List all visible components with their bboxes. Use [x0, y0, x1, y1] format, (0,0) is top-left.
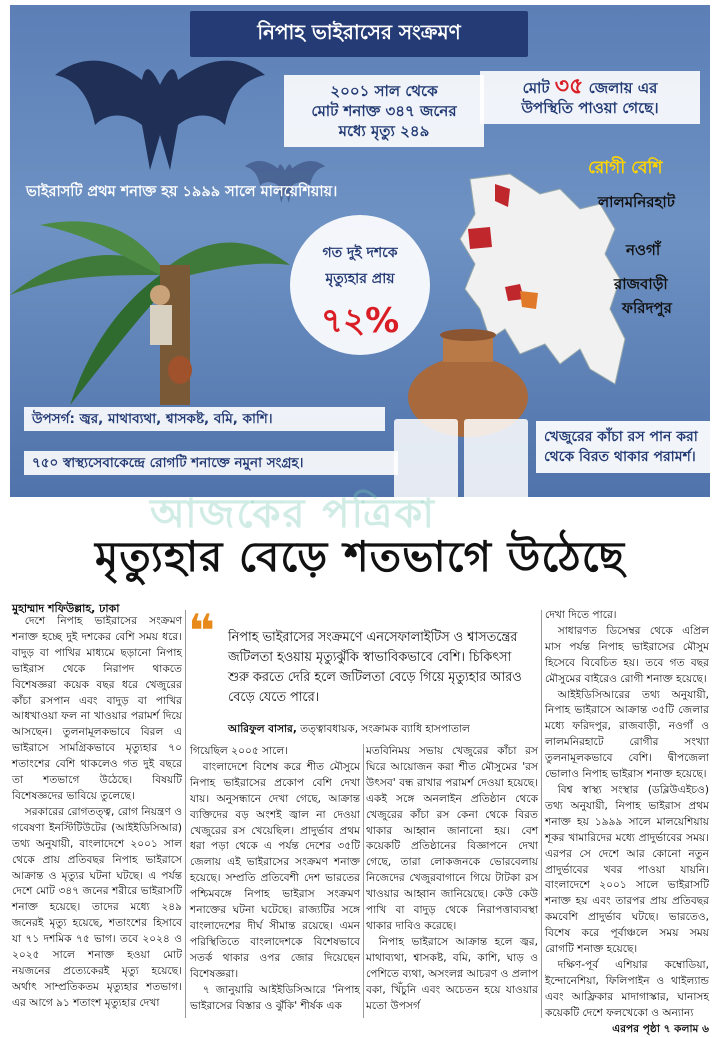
col4-paragraph: বিশ্ব স্বাস্থ্য সংস্থার (ডব্লিউএইচও) তথ্য অনুযায়ী, নিপাহ ভাইরাস প্রথম শনাক্ত হয় ১৯৯৯ সালে মালয়েশিয়ায় শূকর খামারিদের মধ্যে প্রাদুর্ভাবের সময়। এরপর সে দেশে আর কোনো নতুন প্রাদুর্ভাবের খবর পাওয়া যায়নি। বাংলাদেশে ২০০১ সালে ভাইরাসটি শনাক্ত হয় এবং তারপর প্রায় প্রতিবছর কমবেশি প্রাদুর্ভাব ঘটছে। ভারতেও, বিশেষ করে পূর্বাঞ্চলে সময় সময় রোগটি শনাক্ত হয়েছে। — [545, 783, 709, 956]
district-rajbari: রাজবাড়ী — [614, 275, 668, 293]
pull-quote — [188, 606, 538, 736]
article-column-2 — [190, 744, 360, 1014]
continued-on-page[interactable]: এরপর পৃষ্ঠা ৭ কলাম ৬ — [612, 1022, 709, 1035]
deaths-stat-line3: মধ্যে মৃত্যু ২৪৯ — [338, 122, 430, 140]
col4-paragraph: দক্ষিণ-পূর্ব এশিয়ার কম্বোডিয়া, ইন্দোনেশিয়া, ফিলিপাইন ও থাইল্যান্ড এবং আফ্রিকার মাদাগাস্কার, ঘানাসহ কয়েকটি দেশে ফলখেকো ও অন্যান্য — [545, 958, 709, 1019]
deaths-stat-line2: মোট শনাক্ত ৩৪৭ জনের — [311, 102, 457, 120]
bat-silhouette-large — [50, 45, 270, 175]
column-divider — [541, 610, 542, 1018]
districts-stat-prefix: মোট — [522, 79, 550, 97]
districts-stat-line2: উপস্থিতি পাওয়া গেছে। — [521, 99, 659, 117]
column-divider — [363, 744, 364, 1018]
col4-paragraph: দেখা দিতে পারে। — [545, 609, 617, 621]
article-column-1 — [12, 614, 182, 1012]
districts-stat-box — [480, 71, 700, 124]
quote-author — [228, 722, 470, 739]
col2-paragraph: বাংলাদেশে বিশেষ করে শীত মৌসুমে নিপাহ ভাইরাসের প্রকোপ বেশি দেখা যায়। অনুসন্ধানে দেখা গেছে, আক্রান্ত ব্যক্তিদের বড় অংশই জ্বাল না দেওয়া খেজুরের রস খেয়েছিল। প্রাদুর্ভাব প্রথম ধরা পড়া থেকে এ পর্যন্ত দেশের ৩৫টি জেলায় এই ভাইরাসের সংক্রমণ শনাক্ত হয়েছে। সম্প্রতি প্রতিবেশী দেশ ভারতের পশ্চিমবঙ্গে নিপাহ ভাইরাস সংক্রমণ শনাক্তের ঘটনা ঘটেছে। রাজ্যটির সঙ্গে বাংলাদেশের দীর্ঘ সীমান্ত রয়েছে। এমন পরিস্থিতিতে বাংলাদেশকে বিশেষভাবে সতর্ক থাকার ওপর জোর দিয়েছেন বিশেষজ্ঞরা। — [190, 760, 360, 980]
quote-author-title: তত্ত্বাবধায়ক, সংক্রামক ব্যাধি হাসপাতাল — [300, 723, 470, 735]
nipah-infographic — [10, 5, 710, 497]
quote-text: নিপাহ ভাইরাসের সংক্রমণে এনসেফালাইটিস ও শ্বাসতন্ত্রের জটিলতা হওয়ায় মৃত্যুঝুঁকি স্বাভাবিকভাবে বেশি। চিকিৎসা শুরু করতে দেরি হলে জটিলতা বেড়ে গিয়ে মৃত্যুহার আরও বেড়ে যেতে পারে। — [228, 630, 522, 705]
districts-stat-line1 — [490, 74, 690, 99]
patients-high-label: রোগী বেশি — [588, 158, 663, 178]
sampling-strip: ৭৫০ স্বাস্থ্যসেবাকেন্দ্রে রোগটি শনাক্তে নমুনা সংগ্রহ। — [24, 451, 398, 475]
col2-paragraph: গিয়েছিল ২০০৫ সালে। — [190, 745, 289, 757]
quote-author-name: আরিফুল বাসার, — [228, 723, 297, 735]
col4-paragraph: সাধারণত ডিসেম্বর থেকে এপ্রিল মাস পর্যন্ত নিপাহ ভাইরাসের মৌসুম হিসেবে বিবেচিত হয়। তবে গত বছর মৌসুমের বাইরেও রোগী শনাক্ত হয়েছে। — [545, 624, 709, 685]
article-column-4 — [545, 608, 709, 1037]
byline: মুহাম্মাদ শফিউল্লাহ, ঢাকা — [12, 602, 120, 615]
col4-paragraph: আইইডিসিআরের তথ্য অনুযায়ী, নিপাহ ভাইরাসে আক্রান্ত ৩৫টি জেলার মধ্যে ফরিদপুর, রাজবাড়ী, নওগাঁ ও লালমনিরহাটে রোগীর সংখ্যা তুলনামূলকভাবে বেশি। দ্বীপজেলা ভোলাও নিপাহ ভাইরাস শনাক্ত হয়েছে। — [545, 688, 709, 781]
districts-stat-suffix: জেলায় এর — [588, 79, 658, 97]
juice-glass-right — [464, 419, 528, 497]
rate-line1: গত দুই দশকে — [322, 245, 398, 261]
faridpur-region — [520, 291, 538, 309]
rate-line2: মৃত্যুহার প্রায় — [325, 271, 395, 287]
district-faridpur: ফরিদপুর — [622, 299, 672, 317]
article-headline: মৃত্যুহার বেড়ে শতভাগে উঠেছে — [94, 532, 626, 581]
advice-box: খেজুরের কাঁচা রস পান করা থেকে বিরত থাকার পরামর্শ। — [536, 421, 710, 473]
article-column-3 — [366, 744, 538, 1014]
district-naogaon: নওগাঁ — [626, 241, 661, 259]
date-palm-tree-image — [10, 205, 290, 405]
newspaper-watermark: আজকের পত্রিকা — [150, 491, 436, 537]
naogaon-region — [468, 227, 492, 249]
deaths-stat-line1: ২০০১ সাল থেকে — [330, 82, 438, 100]
col1-paragraph: দেশে নিপাহ ভাইরাসের সংক্রমণ শনাক্ত হচ্ছে দুই দশকের বেশি সময় ধরে। বাদুড় বা পাখির মাধ্যমে ছড়ানো নিপাহ ভাইরাস থেকে নিরাপদ থাকতে বিশেষজ্ঞরা কয়েক বছর ধরে খেজুরের কাঁচা রসপান এবং বাদুড় বা পাখির আধখাওয়া ফল না খাওয়ার পরামর্শ দিয়ে আসছেন। তুলনামূলকভাবে বিরল এ ভাইরাসে সামগ্রিকভাবে মৃত্যুহার ৭০ শতাংশের বেশি থাকলেও গত দুই বছরে তা শতভাগে উঠেছে। বিষয়টি বিশেষজ্ঞদের ভাবিয়ে তুলেছে। — [12, 615, 182, 802]
col2-paragraph: ৭ জানুয়ারি আইইডিসিআরে 'নিপাহ ভাইরাসের বিস্তার ও ঝুঁকি' শীর্ষক এক — [190, 983, 360, 1012]
column-divider — [185, 610, 186, 1018]
rate-percent: ৭২% — [320, 301, 400, 341]
first-detection-text: ভাইরাসটি প্রথম শনাক্ত হয় ১৯৯৯ সালে মালয়েশিয়ায়। — [26, 184, 338, 200]
deaths-stat-box — [284, 75, 484, 147]
district-lalmonirhat: লালমনিরহাট — [598, 193, 675, 211]
col3-paragraph: মতবিনিময় সভায় খেজুরের কাঁচা রস ঘিরে আয়োজন করা শীত মৌসুমের 'রস উৎসব' বন্ধ রাখার পরামর্শ দেওয়া হয়েছে। একই সঙ্গে অনলাইন প্রতিষ্ঠান থেকে খেজুরের কাঁচা রস কেনা থেকে বিরত থাকার আহ্বান জানানো হয়। বেশ কয়েকটি প্রতিষ্ঠানের বিজ্ঞাপনে দেখা গেছে, তারা লোকজনকে ভোরবেলায় নিজেদের খেজুরবাগানে গিয়ে টাটকা রস খাওয়ার আহ্বান জানিয়েছে। কেউ কেউ পাখি বা বাদুড় থেকে নিরাপত্তাব্যবস্থা থাকার দাবিও করেছে। — [366, 745, 538, 932]
infographic-title: নিপাহ ভাইরাসের সংক্রমণ — [190, 11, 528, 57]
quote-mark-icon: ❝ — [188, 604, 215, 658]
symptoms-strip: উপসর্গ: জ্বর, মাথাব্যথা, শ্বাসকষ্ট, বমি, কাশি। — [24, 407, 385, 431]
col3-paragraph: নিপাহ ভাইরাসে আক্রান্ত হলে জ্বর, মাথাব্যথা, শ্বাসকষ্ট, বমি, কাশি, ঘাড় ও পেশিতে ব্যথা, অসংলগ্ন আচরণ ও প্রলাপ বকা, খিঁচুনি এবং অচেতন হয়ে যাওয়ার মতো উপসর্গ — [366, 935, 538, 1012]
districts-stat-number: ৩৫ — [554, 74, 584, 99]
col1-paragraph: সরকারের রোগতত্ত্ব, রোগ নিয়ন্ত্রণ ও গবেষণা ইনস্টিটিউটের (আইইডিসিআর) তথ্য অনুযায়ী, বাংলাদেশে ২০০১ সাল থেকে প্রায় প্রতিবছর নিপাহ ভাইরাসে আক্রান্ত ও মৃত্যুর ঘটনা ঘটছে। এ পর্যন্ত দেশে মোট ৩৪৭ জনের শরীরে ভাইরাসটি শনাক্ত হয়েছে। তাদের মধ্যে ২৪৯ জনেরই মৃত্যু হয়েছে, শতাংশের হিসাবে যা ৭১ দশমিক ৭৫ ভাগ। তবে ২০২৪ ও ২০২৫ সালে শনাক্ত হওয়া মোট নয়জনের প্রত্যেকেরই মৃত্যু হয়েছে। অর্থাৎ সাম্প্রতিকতম মৃত্যুহার শতভাগ। এর আগে ৯১ শতাংশ মৃত্যুহার দেখা — [12, 805, 182, 1009]
